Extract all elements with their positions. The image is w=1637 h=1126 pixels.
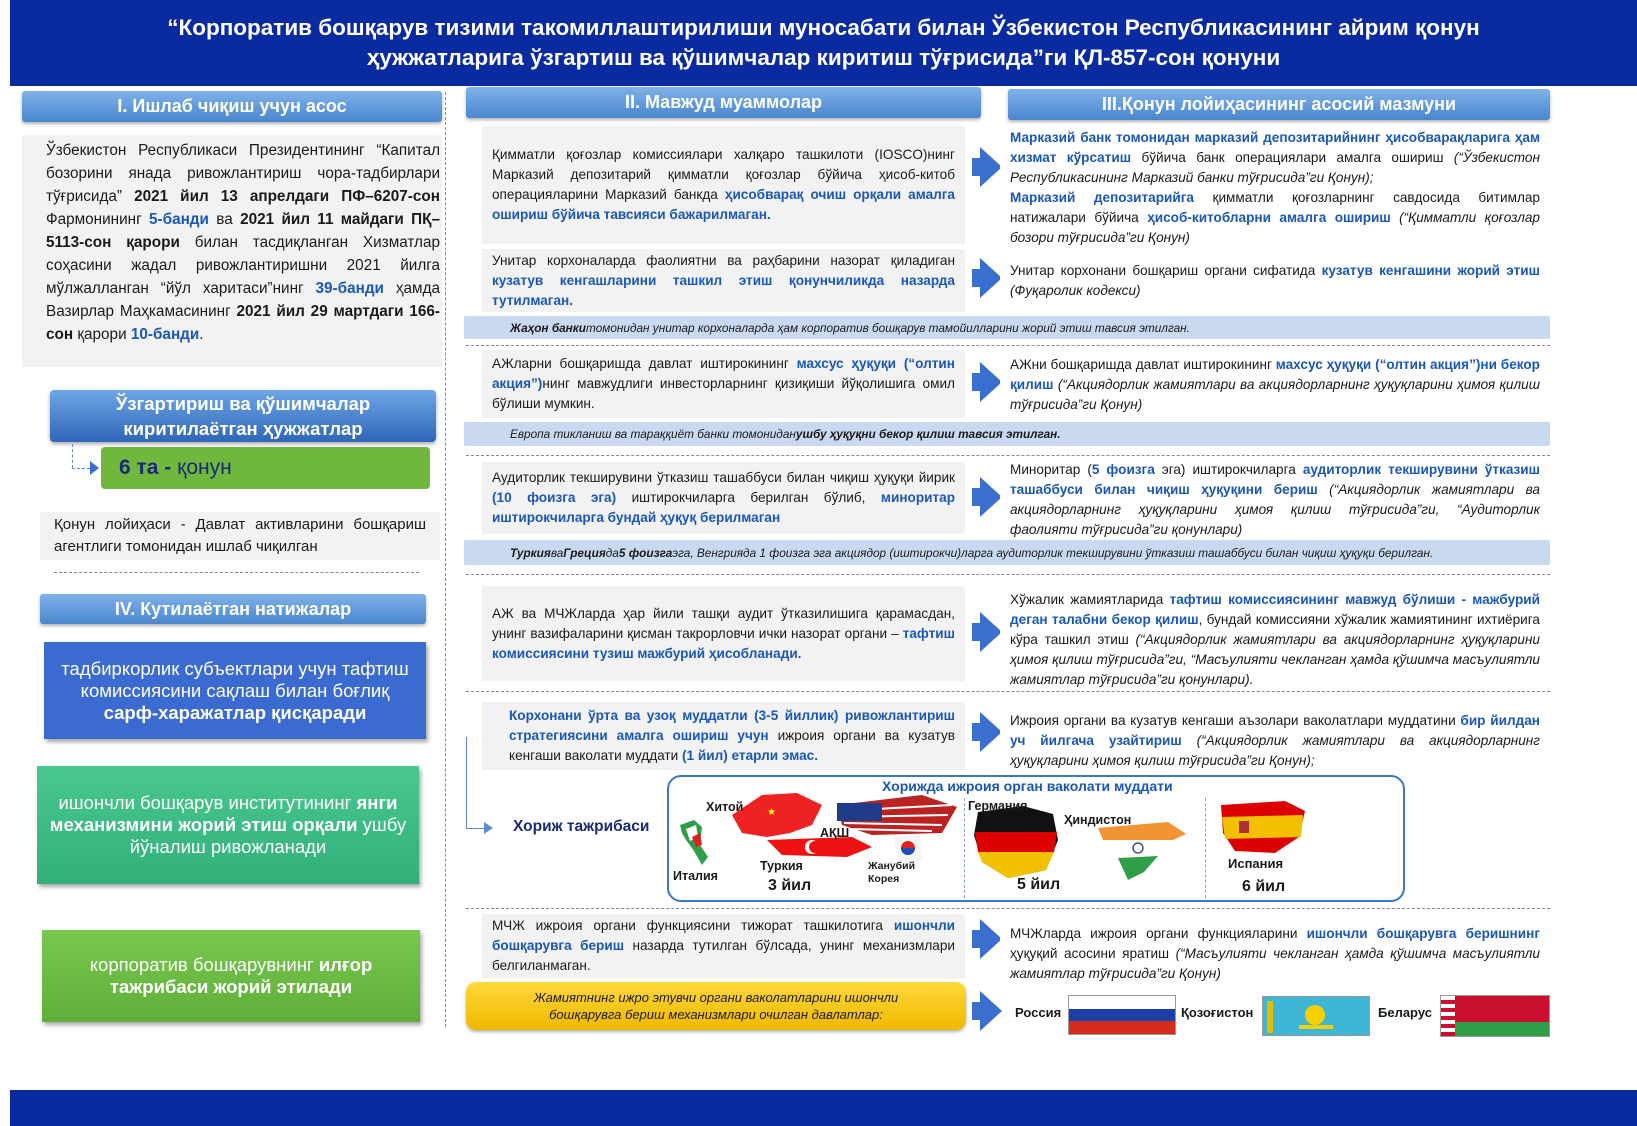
divider xyxy=(466,345,1550,346)
germany-label: Германия xyxy=(968,799,1028,813)
problem-7: МЧЖ ижроия органи функциясини тижорат ташкилотига ишончли бошқарувга бериш назарда тутилган бўлсада, унинг механизмлари белгиланмаган. xyxy=(482,914,965,978)
section-2-title: II. Мавжуд муаммолар xyxy=(624,92,823,112)
term-5-years: 5 йил xyxy=(1017,876,1061,893)
note-turkey-greece: Туркия ва Греция да 5 фоизга эга, Венгрияда 1 фоизга эга акциядор (иштирокчи)ларга аудиторлик текширувини ўтказиш ташаббуси билан чиқиш ҳуқуқи берилган. xyxy=(464,540,1550,565)
spain-map-icon xyxy=(1215,797,1315,857)
arrow-icon xyxy=(972,362,1002,402)
solution-4: Миноритар (5 фоизга эга) иштирокчиларга аудиторлик текширувини ўтказиш ташаббуси билан чиқиш ҳуқуқини бериш (“Акциядорлик жамиятлари ва акциядорларнинг ҳуқуқларини ҳимоя қилиш тўғрисида”ги, “Аудиторлик фаолияти тўғрисида”ги қонунлари) xyxy=(1000,456,1550,536)
basis-text: Ўзбекистон Республикаси Президентининг “Капитал бозорини янада ривожлантириш чора-тадбирлари тўғрисида” 2021 йил 13 апрелдаги ПФ–6207-сон Фармонининг 5-банди ва 2021 йил 11 майдаги ПҚ–5113-сон қарори билан тасдиқланган Хизматлар соҳасини жадал ривожлантиришни 2021 йилга мўлжалланган “йўл харитаси”нинг 39-банди ҳамда Вазирлар Маҳкамасининг 2021 йил 29 мартдаги 166-сон қарори 10-банди. xyxy=(22,135,442,367)
arrow-icon xyxy=(972,477,1002,517)
italy-label: Италия xyxy=(673,869,718,883)
term-3-years: 3 йил xyxy=(768,877,812,894)
belarus-flag-icon xyxy=(1440,995,1550,1037)
divider xyxy=(466,574,1550,575)
divider xyxy=(466,691,1550,692)
korea-label: Жанубий Корея xyxy=(868,860,916,885)
solution-6: Ижроия органи ва кузатув кенгаши аъзолари ваколатлари муддатини бир йилдан уч йилгача узайтириш (“Акциядорлик жамиятлари ва акциядорларнинг ҳуқуқларини ҳимоя қилиш тўғрисида”ги Қонун); xyxy=(1000,707,1550,771)
section-2-header xyxy=(466,87,981,118)
section-4-title: IV. Кутилаётган натижалар xyxy=(114,598,352,619)
spain-label: Испания xyxy=(1228,856,1284,871)
problem-3: АЖларни бошқаришда давлат иштирокининг махсус ҳуқуқи (“олтин акция”)нинг мавжудлиги инвесторларнинг қизиқиши йўқолишига омил бўлиши мумкин. xyxy=(482,350,965,418)
china-label: Хитой xyxy=(706,800,744,814)
divider xyxy=(466,908,1550,909)
turkey-label: Туркия xyxy=(760,859,803,873)
china-map-icon xyxy=(732,793,822,837)
russia-flag-icon xyxy=(1068,995,1176,1035)
belarus-label: Беларус xyxy=(1378,1005,1432,1020)
kazakhstan-label: Қозоғистон xyxy=(1181,1005,1254,1020)
usa-label: АҚШ xyxy=(820,826,850,840)
section-4-header xyxy=(40,594,426,624)
arrow-icon xyxy=(972,612,1002,652)
amended-docs-header: Ўзгартириш ва қўшимчалар киритилаётган ҳужжатлар xyxy=(50,390,436,442)
solution-7: МЧЖларда ижроия органи функцияларини ишончли бошқарувга беришнинг ҳуқуқий асосини яратиш (“Масъулияти чекланган ҳамда қўшимча масъулиятли жамиятлар тўғрисида”ги Қонун) xyxy=(1000,920,1550,982)
arrow-icon xyxy=(90,461,99,475)
connector-line xyxy=(72,444,73,468)
section-3-header xyxy=(1008,89,1550,120)
note-ebrd: Европа тикланиш ва тараққиёт банки томонидан ушбу ҳуқуқни бекор қилиш тавсия этилган. xyxy=(464,422,1550,446)
divider xyxy=(54,572,419,573)
arrow-icon xyxy=(972,919,1002,959)
footer-bar xyxy=(10,1090,1637,1126)
connector-line xyxy=(466,828,484,829)
draft-author: Қонун лойиҳаси - Давлат активларини бошқариш агентлиги томонидан ишлаб чиқилган xyxy=(40,512,440,560)
solution-3: АЖни бошқаришда давлат иштирокининг махсус ҳуқуқи (“олтин акция”)ни бекор қилиш (“Акциядорлик жамиятлари ва акциядорларнинг ҳуқуқларини ҳимоя қилиш тўғрисида”ги Қонун) xyxy=(1000,351,1550,415)
divider xyxy=(1205,798,1206,898)
foreign-experience-label: Хориж тажрибаси xyxy=(513,818,650,835)
result-costs-reduced: тадбиркорлик субъектлари учун тафтиш комиссиясини сақлаш билан боғлиқ сарф-харажатлар қисқаради xyxy=(44,642,426,739)
connector-line xyxy=(466,737,467,829)
problem-5: АЖ ва МЧЖларда ҳар йили ташқи аудит ўтказилишига қарамасдан, унинг вазифаларини қисман такрорловчи ички назорат органи – тафтиш комиссиясини тузиш мажбурий ҳисобланади. xyxy=(482,586,965,681)
russia-label: Россия xyxy=(1015,1005,1062,1020)
solution-2: Унитар корхонани бошқариш органи сифатида кузатув кенгашини жорий этиш (Фуқаролик кодекси) xyxy=(1000,251,1550,311)
section-1-title: I. Ишлаб чиқиш учун асос xyxy=(117,96,347,116)
result-trust-management: ишончли бошқарув институтининг янги механизмини жорий этиш орқали ушбу йўналиш ривожланади xyxy=(37,766,419,884)
connector-line xyxy=(72,468,90,469)
svg-text:★: ★ xyxy=(767,807,776,818)
solution-1: Марказий банк томонидан марказий депозитарийнинг ҳисобварақларига ҳам хизмат кўрсатиш бўйича банк операциялари амалга ошириш (“Ўзбекистон Республикасининг Марказий банки тўғрисида”ги Қонун); Марказий депозитарийга қимматли қоғозларнинг савдосида битимлар натижалари бўйича ҳисоб-китобларни амалга ошириш (“Қимматли қоғозлар бозори тўғрисида”ги Қонун) xyxy=(1000,124,1550,243)
column-divider xyxy=(445,92,446,1027)
divider xyxy=(964,798,965,898)
arrow-icon xyxy=(484,822,493,834)
result-best-practice: корпоратив бошқарувнинг илғор тажрибаси жорий этилади xyxy=(42,930,420,1022)
section-1-header xyxy=(22,91,442,122)
arrow-icon xyxy=(972,991,1002,1031)
problem-6: Корхонани ўрта ва узоқ муддатли (3-5 йиллик) ривожлантириш стратегиясини амалга ошириш учун ижроия органи ва кузатув кенгаши ваколати муддати (1 йил) етарли эмас. xyxy=(482,702,965,770)
india-label: Ҳиндистон xyxy=(1064,813,1132,827)
note-world-bank: Жаҳон банки томонидан унитар корхоналарда ҳам корпоратив бошқарув тамойилларини жорий этиш тавсия этилган. xyxy=(464,316,1550,339)
page-title xyxy=(10,0,1637,86)
arrow-icon xyxy=(972,712,1002,752)
section-3-title: III.Қонун лойиҳасининг асосий мазмуни xyxy=(1101,94,1457,114)
solution-5: Хўжалик жамиятларида тафтиш комиссиясининг мавжуд бўлиши - мажбурий деган талабни бекор қилиш, бундай комиссияни хўжалик жамиятининг ихтиёрига кўра ташкил этиш (“Акциядорлик жамиятлари ва акциядорларнинг ҳуқуқларини ҳимоя қилиш тўғрисида”ги, “Масъулияти чекланган ҳамда қўшимча масъулиятли жамиятлар тўғрисида”ги қонунлари). xyxy=(1000,586,1550,686)
problem-1: Қимматли қоғозлар комиссиялари халқаро ташкилоти (IOSCO)нинг Марказий депозитарий қимматли қоғозлар бўйича ҳисоб-китоб операцияларини Марказий банкда ҳисобварақ очиш орқали амалга ошириш бўйича тавсияси бажарилмаган. xyxy=(482,126,965,244)
title-line-2: ҳужжатларига ўзгартиш ва қўшимчалар киритиш тўғрисида”ги ҚЛ-857-сон қонуни xyxy=(366,45,1281,70)
title-line-1: “Корпоратив бошқарув тизими такомиллаштирилиши муносабати билан Ўзбекистон Республикасининг айрим қонун xyxy=(167,15,1480,40)
foreign-panel-title: Хорижда ижроия орган ваколати муддати xyxy=(882,778,1173,794)
laws-count-badge: 6 та - қонун xyxy=(101,447,430,489)
arrow-icon xyxy=(972,147,1002,187)
trust-management-countries-note: Жамиятнинг ижро этувчи органи ваколатларини ишончли бошқарувга бериш механизмлари очилган давлатлар: xyxy=(466,982,966,1030)
arrow-icon xyxy=(972,258,1002,298)
problem-4: Аудиторлик текширувини ўтказиш ташаббуси билан чиқиш ҳуқуқи йирик (10 фоизга эга) иштирокчиларга берилган бўлиб, миноритар иштирокчиларга бундай ҳуқуқ берилмаган xyxy=(482,462,965,534)
term-6-years: 6 йил xyxy=(1242,878,1286,895)
kazakhstan-flag-icon xyxy=(1262,996,1370,1036)
problem-2: Унитар корхоналарда фаолиятни ва раҳбарини назорат қиладиган кузатув кенгашларини ташкил этиш қонунчиликда назарда тутилмаган. xyxy=(482,249,965,312)
